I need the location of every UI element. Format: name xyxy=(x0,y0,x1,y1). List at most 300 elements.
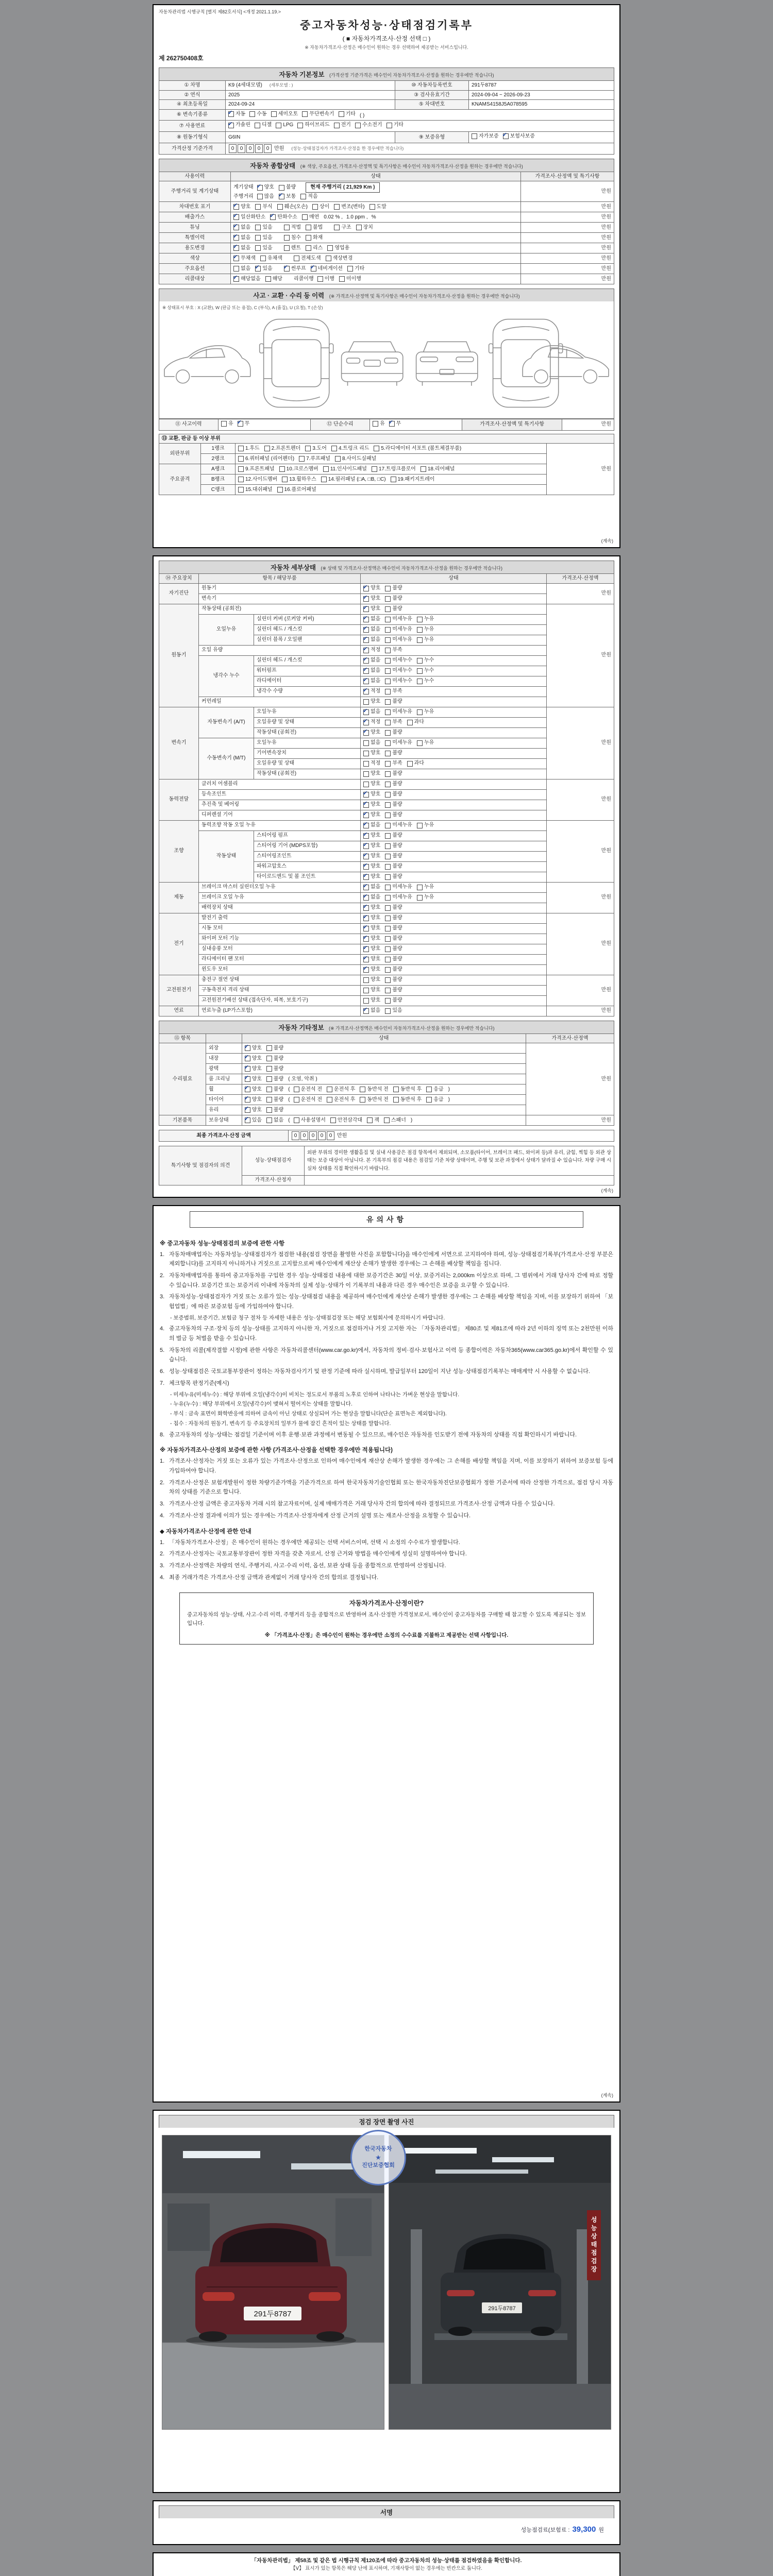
checkbox-option[interactable] xyxy=(363,750,380,757)
checkbox-checked[interactable] xyxy=(363,885,369,890)
checkbox-option[interactable] xyxy=(255,234,272,242)
checkbox[interactable] xyxy=(335,456,341,462)
checkbox-option[interactable] xyxy=(374,445,461,452)
checkbox-option[interactable] xyxy=(245,1055,262,1062)
checkbox[interactable] xyxy=(305,446,311,451)
checkbox[interactable] xyxy=(238,456,244,462)
checkbox[interactable] xyxy=(306,235,311,241)
checkbox-option[interactable] xyxy=(363,657,380,664)
checkbox[interactable] xyxy=(255,225,261,230)
checkbox[interactable] xyxy=(385,730,391,736)
checkbox-option[interactable] xyxy=(363,842,380,850)
checkbox[interactable] xyxy=(238,466,244,472)
checkbox-option[interactable] xyxy=(426,1096,443,1104)
checkbox-option[interactable] xyxy=(385,935,402,942)
checkbox[interactable] xyxy=(385,926,391,931)
checkbox[interactable] xyxy=(266,1087,272,1092)
checkbox[interactable] xyxy=(363,761,369,767)
checkbox[interactable] xyxy=(385,916,391,921)
checkbox-option[interactable] xyxy=(238,420,250,428)
checkbox-checked[interactable] xyxy=(363,617,369,622)
checkbox-option[interactable] xyxy=(363,688,380,695)
checkbox[interactable] xyxy=(266,1107,272,1113)
checkbox-checked[interactable] xyxy=(311,266,316,272)
checkbox[interactable] xyxy=(417,709,423,715)
checkbox[interactable] xyxy=(385,771,391,777)
checkbox-option[interactable] xyxy=(385,811,402,819)
checkbox-option[interactable] xyxy=(385,667,412,674)
checkbox[interactable] xyxy=(284,235,290,241)
checkbox[interactable] xyxy=(238,446,244,451)
checkbox[interactable] xyxy=(233,266,239,272)
checkbox-option[interactable] xyxy=(297,122,329,129)
checkbox[interactable] xyxy=(257,194,263,199)
checkbox-option[interactable] xyxy=(385,595,402,602)
checkbox-option[interactable] xyxy=(233,224,250,231)
checkbox-option[interactable] xyxy=(334,122,351,129)
checkbox-option[interactable] xyxy=(385,832,402,839)
checkbox-option[interactable] xyxy=(363,853,380,860)
checkbox-option[interactable] xyxy=(363,884,380,891)
price-survey-select[interactable]: ( ■ 자동차가격조사·산정 선택 □ ) xyxy=(342,35,431,42)
checkbox-option[interactable] xyxy=(255,224,272,231)
checkbox[interactable] xyxy=(393,1087,399,1092)
checkbox[interactable] xyxy=(294,1097,299,1103)
checkbox-checked[interactable] xyxy=(233,245,239,251)
checkbox-checked[interactable] xyxy=(245,1097,250,1103)
checkbox-checked[interactable] xyxy=(363,648,369,653)
checkbox-option[interactable] xyxy=(317,276,334,283)
checkbox[interactable] xyxy=(363,740,369,746)
checkbox-option[interactable] xyxy=(363,1007,380,1014)
checkbox[interactable] xyxy=(276,123,281,128)
checkbox-option[interactable] xyxy=(306,234,323,242)
checkbox-option[interactable] xyxy=(472,133,499,140)
checkbox-option[interactable] xyxy=(385,987,402,994)
checkbox-checked[interactable] xyxy=(245,1056,250,1061)
checkbox-option[interactable] xyxy=(385,626,412,633)
checkbox-checked[interactable] xyxy=(238,421,243,427)
checkbox-checked[interactable] xyxy=(255,266,261,272)
checkbox[interactable] xyxy=(279,185,284,191)
checkbox-option[interactable] xyxy=(417,708,434,716)
checkbox[interactable] xyxy=(417,658,423,664)
checkbox[interactable] xyxy=(249,111,255,117)
checkbox-option[interactable] xyxy=(363,904,380,911)
checkbox[interactable] xyxy=(356,225,362,230)
checkbox[interactable] xyxy=(385,988,391,993)
checkbox[interactable] xyxy=(373,421,378,427)
checkbox-option[interactable] xyxy=(363,801,380,808)
checkbox[interactable] xyxy=(385,823,391,828)
checkbox-option[interactable] xyxy=(385,853,402,860)
checkbox-option[interactable] xyxy=(255,122,272,129)
checkbox-option[interactable] xyxy=(373,420,385,428)
checkbox-option[interactable] xyxy=(386,122,404,129)
checkbox-option[interactable] xyxy=(360,1096,388,1104)
checkbox[interactable] xyxy=(294,1117,299,1123)
checkbox-checked[interactable] xyxy=(363,606,369,612)
checkbox-option[interactable] xyxy=(385,842,402,850)
checkbox-checked[interactable] xyxy=(270,214,276,220)
checkbox-option[interactable] xyxy=(363,966,380,973)
checkbox-option[interactable] xyxy=(245,1117,262,1124)
checkbox-checked[interactable] xyxy=(233,235,239,241)
checkbox[interactable] xyxy=(266,1097,272,1103)
checkbox-option[interactable] xyxy=(363,791,380,798)
checkbox-checked[interactable] xyxy=(389,421,395,427)
checkbox[interactable] xyxy=(360,1087,365,1092)
checkbox-option[interactable] xyxy=(284,234,301,242)
checkbox-option[interactable] xyxy=(385,708,412,716)
checkbox-checked[interactable] xyxy=(363,720,369,725)
checkbox-checked[interactable] xyxy=(363,709,369,715)
checkbox-option[interactable] xyxy=(363,698,380,705)
checkbox-option[interactable] xyxy=(312,204,329,211)
checkbox-option[interactable] xyxy=(385,616,412,623)
checkbox[interactable] xyxy=(334,123,340,128)
checkbox[interactable] xyxy=(260,256,266,261)
checkbox[interactable] xyxy=(385,792,391,798)
checkbox-option[interactable] xyxy=(265,276,282,283)
checkbox-checked[interactable] xyxy=(363,874,369,880)
checkbox[interactable] xyxy=(385,833,391,839)
checkbox-checked[interactable] xyxy=(363,854,369,859)
checkbox[interactable] xyxy=(367,1117,373,1123)
checkbox-option[interactable] xyxy=(339,276,361,283)
checkbox[interactable] xyxy=(385,617,391,622)
checkbox-option[interactable] xyxy=(363,770,380,777)
checkbox-option[interactable] xyxy=(391,476,435,483)
checkbox[interactable] xyxy=(385,709,391,715)
checkbox[interactable] xyxy=(238,477,244,482)
checkbox-option[interactable] xyxy=(233,234,250,242)
checkbox[interactable] xyxy=(417,679,423,684)
checkbox-option[interactable] xyxy=(305,445,327,452)
checkbox-option[interactable] xyxy=(363,822,380,829)
checkbox[interactable] xyxy=(255,123,260,128)
checkbox-option[interactable] xyxy=(407,719,424,726)
checkbox-option[interactable] xyxy=(245,1045,262,1052)
checkbox-option[interactable] xyxy=(363,719,380,726)
checkbox-option[interactable] xyxy=(326,255,353,262)
checkbox-option[interactable] xyxy=(347,265,364,273)
checkbox[interactable] xyxy=(264,446,270,451)
checkbox[interactable] xyxy=(363,699,369,705)
checkbox-option[interactable] xyxy=(407,760,424,767)
checkbox[interactable] xyxy=(363,782,369,787)
checkbox[interactable] xyxy=(363,751,369,756)
checkbox[interactable] xyxy=(385,864,391,870)
checkbox[interactable] xyxy=(363,988,369,993)
checkbox[interactable] xyxy=(385,606,391,612)
checkbox-option[interactable] xyxy=(363,626,380,633)
checkbox-checked[interactable] xyxy=(363,946,369,952)
checkbox[interactable] xyxy=(385,689,391,694)
checkbox-option[interactable] xyxy=(245,1065,262,1073)
checkbox-checked[interactable] xyxy=(363,596,369,602)
checkbox[interactable] xyxy=(417,627,423,633)
checkbox-option[interactable] xyxy=(233,204,250,211)
checkbox-option[interactable] xyxy=(426,1086,443,1093)
checkbox[interactable] xyxy=(255,235,261,241)
checkbox-option[interactable] xyxy=(363,997,380,1004)
checkbox-option[interactable] xyxy=(363,976,380,984)
checkbox-option[interactable] xyxy=(302,111,334,118)
checkbox-option[interactable] xyxy=(255,245,272,252)
checkbox-option[interactable] xyxy=(270,214,297,221)
checkbox-checked[interactable] xyxy=(363,679,369,684)
checkbox-option[interactable] xyxy=(363,781,380,788)
checkbox-checked[interactable] xyxy=(233,214,239,220)
checkbox[interactable] xyxy=(385,977,391,983)
checkbox-option[interactable] xyxy=(385,894,412,901)
checkbox[interactable] xyxy=(385,946,391,952)
checkbox-option[interactable] xyxy=(363,605,380,613)
checkbox-checked[interactable] xyxy=(363,833,369,839)
checkbox-option[interactable] xyxy=(334,204,364,211)
checkbox-option[interactable] xyxy=(266,1055,283,1062)
checkbox-option[interactable] xyxy=(327,1096,355,1104)
checkbox[interactable] xyxy=(385,740,391,746)
checkbox[interactable] xyxy=(393,1097,399,1103)
checkbox-option[interactable] xyxy=(385,976,402,984)
checkbox-option[interactable] xyxy=(330,1117,362,1124)
checkbox[interactable] xyxy=(385,843,391,849)
checkbox[interactable] xyxy=(385,812,391,818)
checkbox[interactable] xyxy=(472,133,477,139)
checkbox-checked[interactable] xyxy=(363,823,369,828)
checkbox-option[interactable] xyxy=(238,466,275,473)
checkbox-checked[interactable] xyxy=(245,1045,250,1051)
checkbox-checked[interactable] xyxy=(363,1008,369,1014)
checkbox[interactable] xyxy=(372,466,377,472)
checkbox-checked[interactable] xyxy=(363,668,369,674)
checkbox[interactable] xyxy=(265,276,271,282)
checkbox-option[interactable] xyxy=(385,945,402,953)
checkbox-option[interactable] xyxy=(385,688,402,695)
checkbox[interactable] xyxy=(334,204,340,210)
checkbox-option[interactable] xyxy=(355,122,382,129)
checkbox-option[interactable] xyxy=(294,1096,322,1104)
checkbox[interactable] xyxy=(374,446,379,451)
checkbox-option[interactable] xyxy=(327,1086,355,1093)
checkbox-option[interactable] xyxy=(356,224,373,231)
checkbox-option[interactable] xyxy=(385,677,412,685)
checkbox-checked[interactable] xyxy=(363,812,369,818)
checkbox[interactable] xyxy=(221,421,227,427)
checkbox-option[interactable] xyxy=(266,1065,283,1073)
checkbox-checked[interactable] xyxy=(233,225,239,230)
checkbox[interactable] xyxy=(417,617,423,622)
checkbox-option[interactable] xyxy=(363,863,380,870)
checkbox[interactable] xyxy=(426,1097,432,1103)
checkbox[interactable] xyxy=(385,967,391,973)
checkbox[interactable] xyxy=(323,466,329,472)
checkbox[interactable] xyxy=(279,466,285,472)
checkbox[interactable] xyxy=(385,586,391,591)
checkbox-option[interactable] xyxy=(363,956,380,963)
checkbox[interactable] xyxy=(347,266,353,272)
checkbox-option[interactable] xyxy=(266,1076,283,1083)
checkbox-option[interactable] xyxy=(385,781,402,788)
checkbox[interactable] xyxy=(284,245,290,251)
checkbox-option[interactable] xyxy=(249,111,266,118)
checkbox[interactable] xyxy=(306,245,311,251)
checkbox[interactable] xyxy=(385,854,391,859)
checkbox[interactable] xyxy=(266,1117,272,1123)
checkbox-checked[interactable] xyxy=(503,133,509,139)
checkbox-option[interactable] xyxy=(421,466,455,473)
checkbox-option[interactable] xyxy=(277,486,316,494)
checkbox[interactable] xyxy=(327,1087,332,1092)
checkbox-checked[interactable] xyxy=(363,926,369,931)
checkbox[interactable] xyxy=(238,487,244,493)
checkbox[interactable] xyxy=(385,720,391,725)
checkbox-option[interactable] xyxy=(363,760,380,767)
checkbox[interactable] xyxy=(312,204,318,210)
checkbox[interactable] xyxy=(282,477,288,482)
checkbox-option[interactable] xyxy=(311,265,343,273)
checkbox-option[interactable] xyxy=(277,204,308,211)
checkbox-option[interactable] xyxy=(417,636,434,643)
checkbox-option[interactable] xyxy=(393,1086,422,1093)
checkbox-checked[interactable] xyxy=(284,266,290,272)
checkbox-option[interactable] xyxy=(393,1096,422,1104)
checkbox-option[interactable] xyxy=(257,193,274,200)
checkbox[interactable] xyxy=(266,1045,272,1051)
checkbox-option[interactable] xyxy=(266,1045,283,1052)
checkbox-checked[interactable] xyxy=(233,204,239,210)
checkbox-checked[interactable] xyxy=(233,276,239,282)
checkbox[interactable] xyxy=(284,225,290,230)
checkbox-option[interactable] xyxy=(417,677,434,685)
checkbox-option[interactable] xyxy=(264,445,301,452)
checkbox[interactable] xyxy=(294,1087,299,1092)
checkbox-option[interactable] xyxy=(279,184,296,191)
checkbox-option[interactable] xyxy=(279,193,296,200)
checkbox-option[interactable] xyxy=(385,636,412,643)
checkbox-option[interactable] xyxy=(245,1107,262,1114)
checkbox-option[interactable] xyxy=(284,224,301,231)
checkbox-option[interactable] xyxy=(306,224,323,231)
checkbox[interactable] xyxy=(302,214,308,220)
checkbox[interactable] xyxy=(355,123,361,128)
checkbox-checked[interactable] xyxy=(363,792,369,798)
checkbox[interactable] xyxy=(363,977,369,983)
checkbox-option[interactable] xyxy=(335,455,376,463)
checkbox-option[interactable] xyxy=(385,729,402,736)
checkbox-checked[interactable] xyxy=(279,194,284,199)
checkbox-checked[interactable] xyxy=(363,627,369,633)
checkbox[interactable] xyxy=(426,1087,432,1092)
checkbox-option[interactable] xyxy=(363,585,380,592)
checkbox[interactable] xyxy=(385,637,391,643)
checkbox-checked[interactable] xyxy=(363,843,369,849)
checkbox-option[interactable] xyxy=(384,1117,406,1124)
checkbox[interactable] xyxy=(331,446,337,451)
checkbox[interactable] xyxy=(277,487,283,493)
checkbox[interactable] xyxy=(417,668,423,674)
checkbox-option[interactable] xyxy=(266,1107,283,1114)
checkbox[interactable] xyxy=(385,679,391,684)
checkbox-checked[interactable] xyxy=(363,802,369,808)
checkbox-option[interactable] xyxy=(385,605,402,613)
checkbox-option[interactable] xyxy=(228,111,245,118)
checkbox-option[interactable] xyxy=(385,966,402,973)
checkbox[interactable] xyxy=(385,895,391,901)
checkbox[interactable] xyxy=(266,1056,272,1061)
checkbox[interactable] xyxy=(385,998,391,1004)
checkbox-option[interactable] xyxy=(257,184,274,191)
checkbox[interactable] xyxy=(317,276,323,282)
checkbox[interactable] xyxy=(321,477,327,482)
checkbox-option[interactable] xyxy=(233,214,265,221)
checkbox-option[interactable] xyxy=(327,245,349,252)
checkbox-option[interactable] xyxy=(417,667,434,674)
checkbox-checked[interactable] xyxy=(363,967,369,973)
checkbox-option[interactable] xyxy=(238,486,273,494)
checkbox[interactable] xyxy=(306,225,311,230)
checkbox[interactable] xyxy=(363,771,369,777)
checkbox[interactable] xyxy=(326,256,331,261)
checkbox[interactable] xyxy=(385,699,391,705)
checkbox-option[interactable] xyxy=(385,750,402,757)
checkbox-option[interactable] xyxy=(389,420,401,428)
checkbox-option[interactable] xyxy=(255,204,272,211)
checkbox[interactable] xyxy=(385,761,391,767)
checkbox[interactable] xyxy=(299,456,305,462)
checkbox-option[interactable] xyxy=(363,729,380,736)
checkbox[interactable] xyxy=(334,225,340,230)
checkbox[interactable] xyxy=(385,668,391,674)
checkbox[interactable] xyxy=(255,204,261,210)
checkbox-option[interactable] xyxy=(233,255,256,262)
checkbox[interactable] xyxy=(417,740,423,746)
checkbox-checked[interactable] xyxy=(257,185,263,191)
checkbox[interactable] xyxy=(407,761,413,767)
checkbox-option[interactable] xyxy=(228,122,250,129)
checkbox[interactable] xyxy=(385,627,391,633)
checkbox-checked[interactable] xyxy=(363,637,369,643)
checkbox-checked[interactable] xyxy=(228,123,234,128)
checkbox-option[interactable] xyxy=(323,466,367,473)
checkbox-checked[interactable] xyxy=(363,864,369,870)
checkbox-option[interactable] xyxy=(385,770,402,777)
checkbox[interactable] xyxy=(385,905,391,911)
checkbox[interactable] xyxy=(327,245,333,251)
checkbox[interactable] xyxy=(277,204,283,210)
checkbox-option[interactable] xyxy=(233,245,250,252)
checkbox-option[interactable] xyxy=(363,647,380,654)
checkbox[interactable] xyxy=(330,1117,336,1123)
checkbox-checked[interactable] xyxy=(245,1117,250,1123)
checkbox[interactable] xyxy=(302,111,308,117)
checkbox-option[interactable] xyxy=(238,445,260,452)
checkbox-option[interactable] xyxy=(417,626,434,633)
checkbox[interactable] xyxy=(385,1008,391,1014)
checkbox-option[interactable] xyxy=(299,455,330,463)
checkbox[interactable] xyxy=(385,596,391,602)
checkbox-option[interactable] xyxy=(372,466,416,473)
checkbox[interactable] xyxy=(339,276,345,282)
checkbox-option[interactable] xyxy=(363,708,380,716)
checkbox-checked[interactable] xyxy=(245,1087,250,1092)
checkbox-option[interactable] xyxy=(238,455,294,463)
checkbox[interactable] xyxy=(294,256,299,261)
checkbox-option[interactable] xyxy=(363,873,380,880)
checkbox-option[interactable] xyxy=(363,616,380,623)
